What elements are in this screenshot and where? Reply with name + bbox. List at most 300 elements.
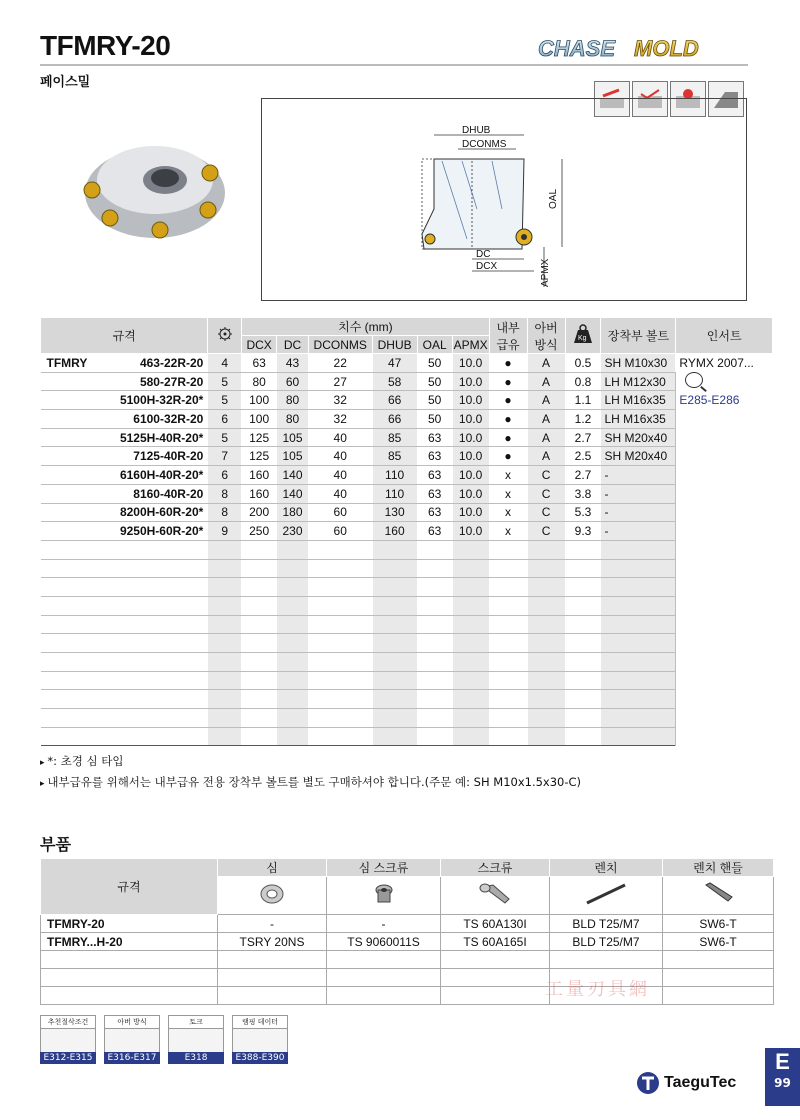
brand-logo xyxy=(536,34,748,62)
cell-dconms xyxy=(308,690,372,709)
cell-coolant xyxy=(489,709,527,728)
table-row xyxy=(41,354,773,373)
ref-torque[interactable]: 토크 E318 xyxy=(168,1015,224,1064)
cell-coolant xyxy=(489,653,527,672)
cell-kg xyxy=(565,634,601,653)
ref-arbor-type[interactable]: 아버 방식 E316-E317 xyxy=(104,1015,160,1064)
cell-oal: 50 xyxy=(417,391,452,410)
title-divider xyxy=(40,64,748,66)
cell-bolt: - xyxy=(601,484,676,503)
cell-z: 5 xyxy=(208,428,242,447)
cell-dcx xyxy=(242,578,277,597)
row-code xyxy=(41,690,208,709)
cell-coolant: x xyxy=(489,484,527,503)
parts-cell-handle xyxy=(663,969,774,987)
cell-apmx xyxy=(452,709,489,728)
page-title: TFMRY-20 xyxy=(40,30,171,61)
parts-cell-wrench xyxy=(550,951,663,969)
col-header-apmx: APMX xyxy=(453,337,488,352)
parts-cell-screw xyxy=(441,951,550,969)
cell-z xyxy=(208,634,242,653)
cell-apmx xyxy=(452,727,489,746)
cell-kg xyxy=(565,578,601,597)
watermark: 工量刃具網 xyxy=(545,979,650,1000)
cell-oal: 63 xyxy=(417,503,452,522)
cell-dc: 43 xyxy=(277,354,309,373)
cell-dc: 105 xyxy=(277,428,309,447)
row-code: 580-27R-20 xyxy=(41,372,208,391)
parts-cell-shim xyxy=(218,969,327,987)
cell-dc: 140 xyxy=(277,484,309,503)
cell-dconms: 40 xyxy=(308,466,372,485)
parts-col-screw: 스크류 xyxy=(441,859,550,877)
col-header-coolant: 내부 급유 xyxy=(489,318,527,354)
cell-z xyxy=(208,709,242,728)
cell-dcx xyxy=(242,596,277,615)
cell-oal xyxy=(417,596,452,615)
cell-apmx xyxy=(452,634,489,653)
cell-z: 6 xyxy=(208,466,242,485)
col-header-dcx: DCX xyxy=(242,336,277,354)
cell-dc xyxy=(277,540,309,559)
cell-dcx: 63 xyxy=(242,354,277,373)
cell-z xyxy=(208,578,242,597)
taegutec-logo-icon xyxy=(636,1071,660,1095)
dim-label-dhub: DHUB xyxy=(462,125,491,136)
cell-dhub xyxy=(372,596,417,615)
cell-dconms xyxy=(308,671,372,690)
cell-coolant: x xyxy=(489,466,527,485)
svg-text:CHASE: CHASE xyxy=(538,36,616,61)
dim-label-apmx: APMX xyxy=(540,258,551,287)
teeth-count-icon xyxy=(208,318,242,354)
parts-row-code: TFMRY...H-20 xyxy=(41,933,218,951)
cell-dcx xyxy=(242,709,277,728)
cell-coolant xyxy=(489,634,527,653)
parts-row xyxy=(41,915,774,933)
row-code xyxy=(41,709,208,728)
cell-oal xyxy=(417,615,452,634)
cell-coolant: ● xyxy=(489,372,527,391)
tool-photo xyxy=(70,118,230,248)
table-row xyxy=(41,690,773,709)
cell-kg: 0.8 xyxy=(565,372,601,391)
cell-arbor xyxy=(527,540,565,559)
cell-dc: 80 xyxy=(277,410,309,429)
cell-oal: 50 xyxy=(417,372,452,391)
cell-arbor xyxy=(527,727,565,746)
cell-z xyxy=(208,671,242,690)
parts-cell-handle: SW6-T xyxy=(663,933,774,951)
table-row xyxy=(41,709,773,728)
row-code xyxy=(41,540,208,559)
cell-dhub xyxy=(372,671,417,690)
table-row xyxy=(41,596,773,615)
parts-cell-handle xyxy=(663,951,774,969)
cell-kg: 3.8 xyxy=(565,484,601,503)
technical-drawing xyxy=(261,98,747,301)
cell-arbor: A xyxy=(527,410,565,429)
col-header-dc: DC xyxy=(277,336,309,354)
cell-dcx xyxy=(242,615,277,634)
table-row xyxy=(41,372,773,391)
cell-dc xyxy=(277,653,309,672)
cell-kg xyxy=(565,596,601,615)
parts-row xyxy=(41,933,774,951)
insert-name: RYMX 2007... xyxy=(679,356,754,370)
parts-cell-shim-screw xyxy=(327,969,441,987)
col-header-oal: OAL xyxy=(417,336,452,354)
cell-bolt xyxy=(601,671,676,690)
cell-apmx: 10.0 xyxy=(452,447,489,466)
svg-text:MOLD: MOLD xyxy=(634,36,699,61)
cell-kg xyxy=(565,727,601,746)
cell-oal: 63 xyxy=(417,447,452,466)
cell-dhub: 110 xyxy=(372,484,417,503)
cell-dc xyxy=(277,690,309,709)
cell-oal xyxy=(417,559,452,578)
row-code xyxy=(41,559,208,578)
cell-coolant: ● xyxy=(489,410,527,429)
cell-apmx xyxy=(452,596,489,615)
cell-oal xyxy=(417,671,452,690)
cell-bolt xyxy=(601,634,676,653)
col-header-spec: 규격 xyxy=(41,318,208,354)
cell-dhub xyxy=(372,559,417,578)
cell-apmx: 10.0 xyxy=(452,428,489,447)
parts-cell-shim-screw: - xyxy=(327,915,441,933)
cell-dconms xyxy=(308,634,372,653)
parts-cell-shim-screw: TS 9060011S xyxy=(327,933,441,951)
row-code: TFMRY 463-22R-20 xyxy=(41,354,208,373)
cell-oal xyxy=(417,727,452,746)
parts-row xyxy=(41,969,774,987)
parts-cell-handle: SW6-T xyxy=(663,915,774,933)
cell-dhub: 130 xyxy=(372,503,417,522)
torque-icon xyxy=(168,1028,224,1052)
cell-dhub: 66 xyxy=(372,410,417,429)
parts-section-title: 부품 xyxy=(40,835,71,854)
col-header-dhub: DHUB xyxy=(372,336,417,354)
parts-cell-screw xyxy=(441,969,550,987)
cell-dc: 180 xyxy=(277,503,309,522)
row-code: 7125-40R-20 xyxy=(41,447,208,466)
parts-row xyxy=(41,987,774,1005)
cell-dhub: 58 xyxy=(372,372,417,391)
cell-dhub: 110 xyxy=(372,466,417,485)
cell-dc xyxy=(277,727,309,746)
cell-kg xyxy=(565,709,601,728)
magnifier-icon[interactable] xyxy=(685,372,703,388)
cell-dconms xyxy=(308,540,372,559)
cell-dcx xyxy=(242,727,277,746)
cell-bolt: - xyxy=(601,466,676,485)
cell-kg: 0.5 xyxy=(565,354,601,373)
table-row xyxy=(41,559,773,578)
cell-apmx xyxy=(452,690,489,709)
cell-apmx: 10.0 xyxy=(452,484,489,503)
row-code xyxy=(41,596,208,615)
cell-dconms: 40 xyxy=(308,484,372,503)
cell-apmx: 10.0 xyxy=(452,410,489,429)
cell-kg xyxy=(565,615,601,634)
cell-arbor: C xyxy=(527,484,565,503)
parts-row-code: TFMRY-20 xyxy=(41,915,218,933)
cell-z xyxy=(208,690,242,709)
cell-dhub: 160 xyxy=(372,522,417,541)
cell-kg xyxy=(565,540,601,559)
table-row xyxy=(41,466,773,485)
parts-cell-wrench: BLD T25/M7 xyxy=(550,915,663,933)
cell-coolant: ● xyxy=(489,447,527,466)
cell-coolant: x xyxy=(489,522,527,541)
screw-icon xyxy=(441,877,550,915)
cell-kg xyxy=(565,671,601,690)
cell-dconms: 60 xyxy=(308,522,372,541)
cell-dhub xyxy=(372,709,417,728)
table-row xyxy=(41,503,773,522)
parts-row-code xyxy=(41,987,218,1005)
cell-dhub xyxy=(372,634,417,653)
table-row xyxy=(41,727,773,746)
cell-dcx xyxy=(242,559,277,578)
section-tab xyxy=(765,1048,800,1106)
cell-bolt xyxy=(601,596,676,615)
cell-dcx: 100 xyxy=(242,410,277,429)
cell-kg: 5.3 xyxy=(565,503,601,522)
dim-label-dcx: DCX xyxy=(476,261,498,272)
cell-bolt: SH M10x30 xyxy=(601,354,676,373)
parts-cell-shim xyxy=(218,951,327,969)
cell-kg: 2.5 xyxy=(565,447,601,466)
parts-table xyxy=(40,858,774,1005)
parts-col-handle: 렌치 핸들 xyxy=(663,859,774,877)
cell-dcx xyxy=(242,653,277,672)
col-header-arbor: 아버 방식 xyxy=(527,318,565,354)
cell-arbor: C xyxy=(527,466,565,485)
cell-oal xyxy=(417,690,452,709)
cell-arbor: C xyxy=(527,503,565,522)
cell-z: 8 xyxy=(208,503,242,522)
cell-arbor xyxy=(527,634,565,653)
cell-dcx: 80 xyxy=(242,372,277,391)
note-carbide-shim: ▸ *: 초경 심 타입 xyxy=(40,752,581,773)
cell-oal xyxy=(417,653,452,672)
table-row xyxy=(41,391,773,410)
cell-z: 5 xyxy=(208,391,242,410)
cell-dcx: 160 xyxy=(242,484,277,503)
table-row xyxy=(41,447,773,466)
cell-bolt xyxy=(601,540,676,559)
shim-icon xyxy=(218,877,327,915)
cell-dc: 80 xyxy=(277,391,309,410)
cell-dconms: 32 xyxy=(308,410,372,429)
parts-row-code xyxy=(41,969,218,987)
cell-dconms xyxy=(308,615,372,634)
cell-coolant xyxy=(489,727,527,746)
cell-dhub: 85 xyxy=(372,428,417,447)
cell-dc xyxy=(277,634,309,653)
cell-bolt: SH M20x40 xyxy=(601,447,676,466)
cell-arbor xyxy=(527,578,565,597)
company-logo: TaeguTec xyxy=(636,1071,736,1095)
cell-oal: 50 xyxy=(417,410,452,429)
ref-cutting-conditions[interactable]: 추천절삭조건 E312-E315 xyxy=(40,1015,96,1064)
table-row xyxy=(41,578,773,597)
page-subtitle: 페이스밀 xyxy=(40,75,91,90)
cell-bolt: - xyxy=(601,522,676,541)
cell-coolant xyxy=(489,540,527,559)
note-coolant-bolt: ▸ 내부급유를 위해서는 내부급유 전용 장착부 볼트를 별도 구매하셔야 합니다.(주문 예: SH M10x1.5x30-C) xyxy=(40,773,581,794)
cell-dc xyxy=(277,596,309,615)
cell-bolt xyxy=(601,578,676,597)
weight-icon xyxy=(565,318,601,354)
cell-arbor: C xyxy=(527,522,565,541)
cell-dc xyxy=(277,559,309,578)
cell-dhub xyxy=(372,690,417,709)
table-row xyxy=(41,671,773,690)
cell-apmx: 10.0 xyxy=(452,354,489,373)
cell-apmx xyxy=(452,653,489,672)
cell-dcx: 200 xyxy=(242,503,277,522)
cell-dconms: 40 xyxy=(308,447,372,466)
cell-oal xyxy=(417,634,452,653)
ref-ramping-data[interactable]: 램핑 데이터 E388-E390 xyxy=(232,1015,288,1064)
cell-z: 7 xyxy=(208,447,242,466)
cell-dconms: 27 xyxy=(308,372,372,391)
row-code xyxy=(41,653,208,672)
cell-arbor: A xyxy=(527,391,565,410)
cell-bolt xyxy=(601,727,676,746)
cell-dcx xyxy=(242,540,277,559)
cell-arbor xyxy=(527,559,565,578)
cell-dc xyxy=(277,709,309,728)
cell-dhub xyxy=(372,578,417,597)
cell-bolt xyxy=(601,709,676,728)
cell-apmx: 10.0 xyxy=(452,391,489,410)
page-number: 99 xyxy=(774,1076,791,1090)
cell-bolt xyxy=(601,615,676,634)
cell-dcx: 100 xyxy=(242,391,277,410)
insert-cell xyxy=(676,354,773,746)
section-letter: E xyxy=(775,1049,790,1074)
parts-cell-screw xyxy=(441,987,550,1005)
cell-oal xyxy=(417,709,452,728)
cell-dcx xyxy=(242,634,277,653)
cell-coolant: ● xyxy=(489,354,527,373)
parts-cell-shim xyxy=(218,987,327,1005)
table-row xyxy=(41,522,773,541)
cell-dhub xyxy=(372,615,417,634)
cell-dconms xyxy=(308,578,372,597)
cell-kg: 2.7 xyxy=(565,466,601,485)
cell-z xyxy=(208,596,242,615)
dim-label-oal: OAL xyxy=(548,188,559,209)
svg-text:Kg: Kg xyxy=(577,335,587,342)
row-code: 9250H-60R-20* xyxy=(41,522,208,541)
cell-dconms: 32 xyxy=(308,391,372,410)
cell-dc xyxy=(277,615,309,634)
shim-screw-icon xyxy=(327,877,441,915)
parts-cell-shim: TSRY 20NS xyxy=(218,933,327,951)
cell-bolt: SH M20x40 xyxy=(601,428,676,447)
notes xyxy=(40,752,581,794)
cell-dcx xyxy=(242,671,277,690)
cell-coolant: ● xyxy=(489,391,527,410)
table-row xyxy=(41,484,773,503)
arbor-icon xyxy=(104,1028,160,1052)
row-code: 5125H-40R-20* xyxy=(41,428,208,447)
cell-dcx xyxy=(242,690,277,709)
wrench-handle-icon xyxy=(663,877,774,915)
cell-arbor xyxy=(527,653,565,672)
series-prefix: TFMRY xyxy=(46,355,88,370)
cell-oal: 63 xyxy=(417,466,452,485)
parts-cell-wrench: BLD T25/M7 xyxy=(550,933,663,951)
row-code xyxy=(41,727,208,746)
cell-oal: 63 xyxy=(417,428,452,447)
cell-dc: 230 xyxy=(277,522,309,541)
cell-dhub: 47 xyxy=(372,354,417,373)
cell-z: 4 xyxy=(208,354,242,373)
cell-dc: 140 xyxy=(277,466,309,485)
cell-kg xyxy=(565,653,601,672)
cell-bolt xyxy=(601,690,676,709)
cell-dc: 60 xyxy=(277,372,309,391)
cell-z xyxy=(208,559,242,578)
cell-z: 5 xyxy=(208,372,242,391)
row-code: 8160-40R-20 xyxy=(41,484,208,503)
cell-apmx: 10.0 xyxy=(452,466,489,485)
cell-apmx: 10.0 xyxy=(452,503,489,522)
cell-z xyxy=(208,540,242,559)
insert-page-ref[interactable]: E285-E286 xyxy=(679,393,740,407)
cell-coolant xyxy=(489,559,527,578)
col-header-bolt: 장착부 볼트 xyxy=(601,318,676,354)
cell-arbor xyxy=(527,596,565,615)
cell-coolant: ● xyxy=(489,428,527,447)
cell-apmx xyxy=(452,540,489,559)
cell-kg: 1.2 xyxy=(565,410,601,429)
parts-col-shim-screw: 심 스크류 xyxy=(327,859,441,877)
parts-col-spec: 규격 xyxy=(41,859,218,915)
cell-dconms xyxy=(308,559,372,578)
cell-z xyxy=(208,727,242,746)
cell-z: 8 xyxy=(208,484,242,503)
spec-table xyxy=(40,317,773,746)
dim-label-dc: DC xyxy=(476,249,491,260)
cell-dcx: 160 xyxy=(242,466,277,485)
cell-dconms xyxy=(308,727,372,746)
cell-dconms xyxy=(308,596,372,615)
cell-oal xyxy=(417,540,452,559)
cell-dhub xyxy=(372,540,417,559)
ramping-icon xyxy=(232,1028,288,1052)
table-row xyxy=(41,653,773,672)
parts-col-wrench: 렌치 xyxy=(550,859,663,877)
cell-kg xyxy=(565,690,601,709)
parts-col-shim: 심 xyxy=(218,859,327,877)
parts-cell-screw: TS 60A165I xyxy=(441,933,550,951)
cell-apmx: 10.0 xyxy=(452,372,489,391)
cell-oal: 63 xyxy=(417,522,452,541)
cell-z xyxy=(208,615,242,634)
col-header-insert: 인서트 xyxy=(676,318,773,354)
parts-cell-screw: TS 60A130I xyxy=(441,915,550,933)
cell-dconms xyxy=(308,709,372,728)
cell-bolt: - xyxy=(601,503,676,522)
parts-cell-shim-screw xyxy=(327,951,441,969)
